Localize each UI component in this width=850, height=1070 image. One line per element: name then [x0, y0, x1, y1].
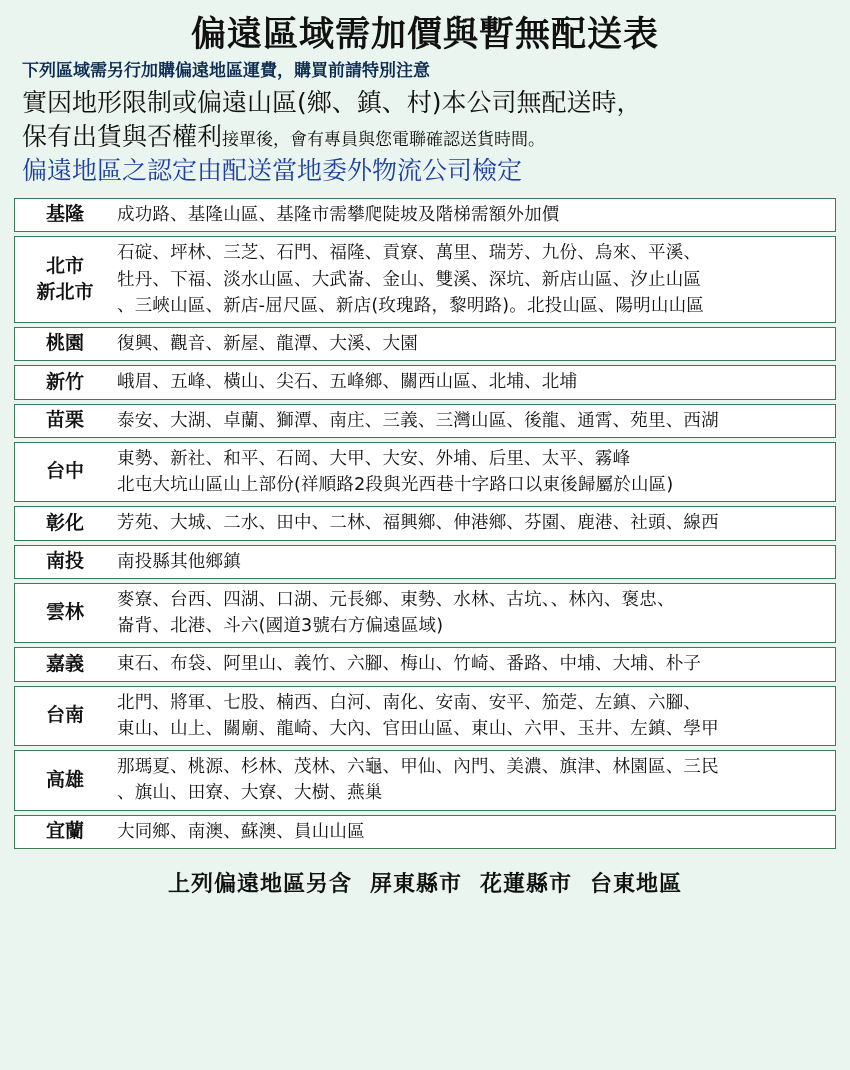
region-name: 彰化 [45, 511, 84, 534]
table-row [14, 506, 836, 540]
region-area-line: 崙背、北港、斗六(國道3號右方偏遠區域) [117, 616, 444, 637]
region-name: 桃園 [45, 332, 84, 355]
region-name: 新北市 [36, 280, 94, 303]
policy-paragraph-main: 保有出貨與否權利 [22, 121, 223, 151]
region-areas-cell [115, 236, 836, 323]
policy-paragraph-note: 接單後，會有專員與您電聯確認送貨時間。 [222, 129, 546, 150]
region-name: 高雄 [45, 768, 84, 791]
region-areas-cell [115, 365, 836, 399]
region-area-line: 東勢、新社、和平、石岡、大甲、大安、外埔、后里、太平、霧峰 [117, 448, 631, 469]
region-area-line: 那瑪夏、桃源、杉林、茂林、六龜、甲仙、內門、美濃、旗津、林園區、三民 [117, 757, 719, 778]
region-name: 宜蘭 [45, 819, 84, 842]
region-areas-cell [115, 545, 836, 579]
region-area-line: 泰安、大湖、卓蘭、獅潭、南庄、三義、三灣山區、後龍、通霄、苑里、西湖 [117, 410, 719, 431]
policy-paragraph-line-1: 實因地形限制或偏遠山區(鄉、鎮、村)本公司無配送時， [22, 87, 642, 117]
table-row [14, 198, 836, 232]
region-name: 雲林 [45, 601, 84, 624]
region-name-cell [14, 365, 115, 399]
region-areas-cell [115, 686, 836, 747]
region-name-cell [14, 198, 115, 232]
region-areas-cell [115, 442, 836, 503]
region-areas-cell [115, 583, 836, 644]
region-area-line: 牡丹、下福、淡水山區、大武崙、金山、雙溪、深坑、新店山區、汐止山區 [117, 269, 702, 290]
footer-prefix: 上列偏遠地區另含 [167, 871, 352, 897]
region-areas-cell [115, 198, 836, 232]
footer-note [14, 867, 836, 898]
region-name-cell [14, 647, 115, 681]
table-row [14, 647, 836, 681]
region-area-line: 北門、將軍、七股、楠西、白河、南化、安南、安平、笳萣、左鎮、六腳、 [117, 692, 702, 713]
region-name: 基隆 [45, 203, 84, 226]
region-table [14, 194, 836, 853]
table-row [14, 545, 836, 579]
region-area-line: 東石、布袋、阿里山、義竹、六腳、梅山、竹崎、番路、中埔、大埔、朴子 [117, 654, 702, 675]
region-name-cell [14, 815, 115, 849]
region-areas-cell [115, 404, 836, 438]
region-name-cell [14, 545, 115, 579]
footer-item-pingtung: 屏東縣市 [369, 871, 462, 897]
region-name: 台中 [45, 460, 84, 483]
table-row [14, 750, 836, 811]
region-name-cell [14, 404, 115, 438]
region-area-line: 芳苑、大城、二水、田中、二林、福興鄉、伸港鄉、芬園、鹿港、社頭、線西 [117, 513, 719, 534]
region-areas-cell [115, 815, 836, 849]
region-areas-cell [115, 750, 836, 811]
region-name: 新竹 [45, 370, 84, 393]
certification-note: 偏遠地區之認定由配送當地委外物流公司檢定 [22, 155, 523, 185]
region-areas-cell [115, 327, 836, 361]
table-row [14, 686, 836, 747]
region-name: 南投 [45, 549, 84, 572]
footer-item-taitung: 台東地區 [590, 871, 683, 897]
region-name: 苗栗 [45, 408, 84, 431]
region-name-cell [14, 583, 115, 644]
region-area-line: 東山、山上、關廟、龍崎、大內、官田山區、東山、六甲、玉井、左鎮、學甲 [117, 718, 719, 739]
table-row [14, 583, 836, 644]
table-row [14, 236, 836, 323]
region-name-cell [14, 236, 115, 323]
region-name-cell [14, 686, 115, 747]
region-area-line: 南投縣其他鄉鎮 [117, 551, 241, 572]
region-areas-cell [115, 506, 836, 540]
table-row [14, 365, 836, 399]
region-area-line: 、旗山、田寮、大寮、大樹、燕巢 [117, 783, 383, 804]
table-row [14, 442, 836, 503]
region-name: 台南 [45, 704, 84, 727]
policy-paragraph-line-2 [22, 121, 836, 153]
table-row [14, 327, 836, 361]
region-name-cell [14, 442, 115, 503]
table-row [14, 404, 836, 438]
region-name: 北市 [45, 255, 84, 278]
region-area-line: 、三峽山區、新店-屈尺區、新店(玫瑰路，黎明路)。北投山區、陽明山山區 [117, 295, 704, 316]
region-area-line: 峨眉、五峰、橫山、尖石、五峰鄉、關西山區、北埔、北埔 [117, 372, 578, 393]
region-areas-cell [115, 647, 836, 681]
region-name-cell [14, 327, 115, 361]
region-name-cell [14, 506, 115, 540]
page-title: 偏遠區域需加價與暫無配送表 [190, 15, 659, 55]
table-row [14, 815, 836, 849]
region-area-line: 石碇、坪林、三芝、石門、福隆、貢寮、萬里、瑞芳、九份、烏來、平溪、 [117, 243, 702, 264]
region-name-cell [14, 750, 115, 811]
region-area-line: 大同鄉、南澳、蘇澳、員山山區 [117, 821, 365, 842]
footer-item-hualien: 花蓮縣市 [480, 871, 573, 897]
region-area-line: 成功路、基隆山區、基隆市需攀爬陡坡及階梯需額外加價 [117, 205, 560, 226]
region-area-line: 復興、觀音、新屋、龍潭、大溪、大園 [117, 334, 418, 355]
subtitle-note: 下列區域需另行加購偏遠地區運費，購買前請特別注意 [22, 60, 430, 81]
region-name: 嘉義 [45, 652, 84, 675]
region-area-line: 北屯大坑山區山上部份(祥順路2段與光西巷十字路口以東後歸屬於山區) [117, 475, 674, 496]
region-area-line: 麥寮、台西、四湖、口湖、元長鄉、東勢、水林、古坑、、林內、褒忠、 [117, 589, 675, 610]
